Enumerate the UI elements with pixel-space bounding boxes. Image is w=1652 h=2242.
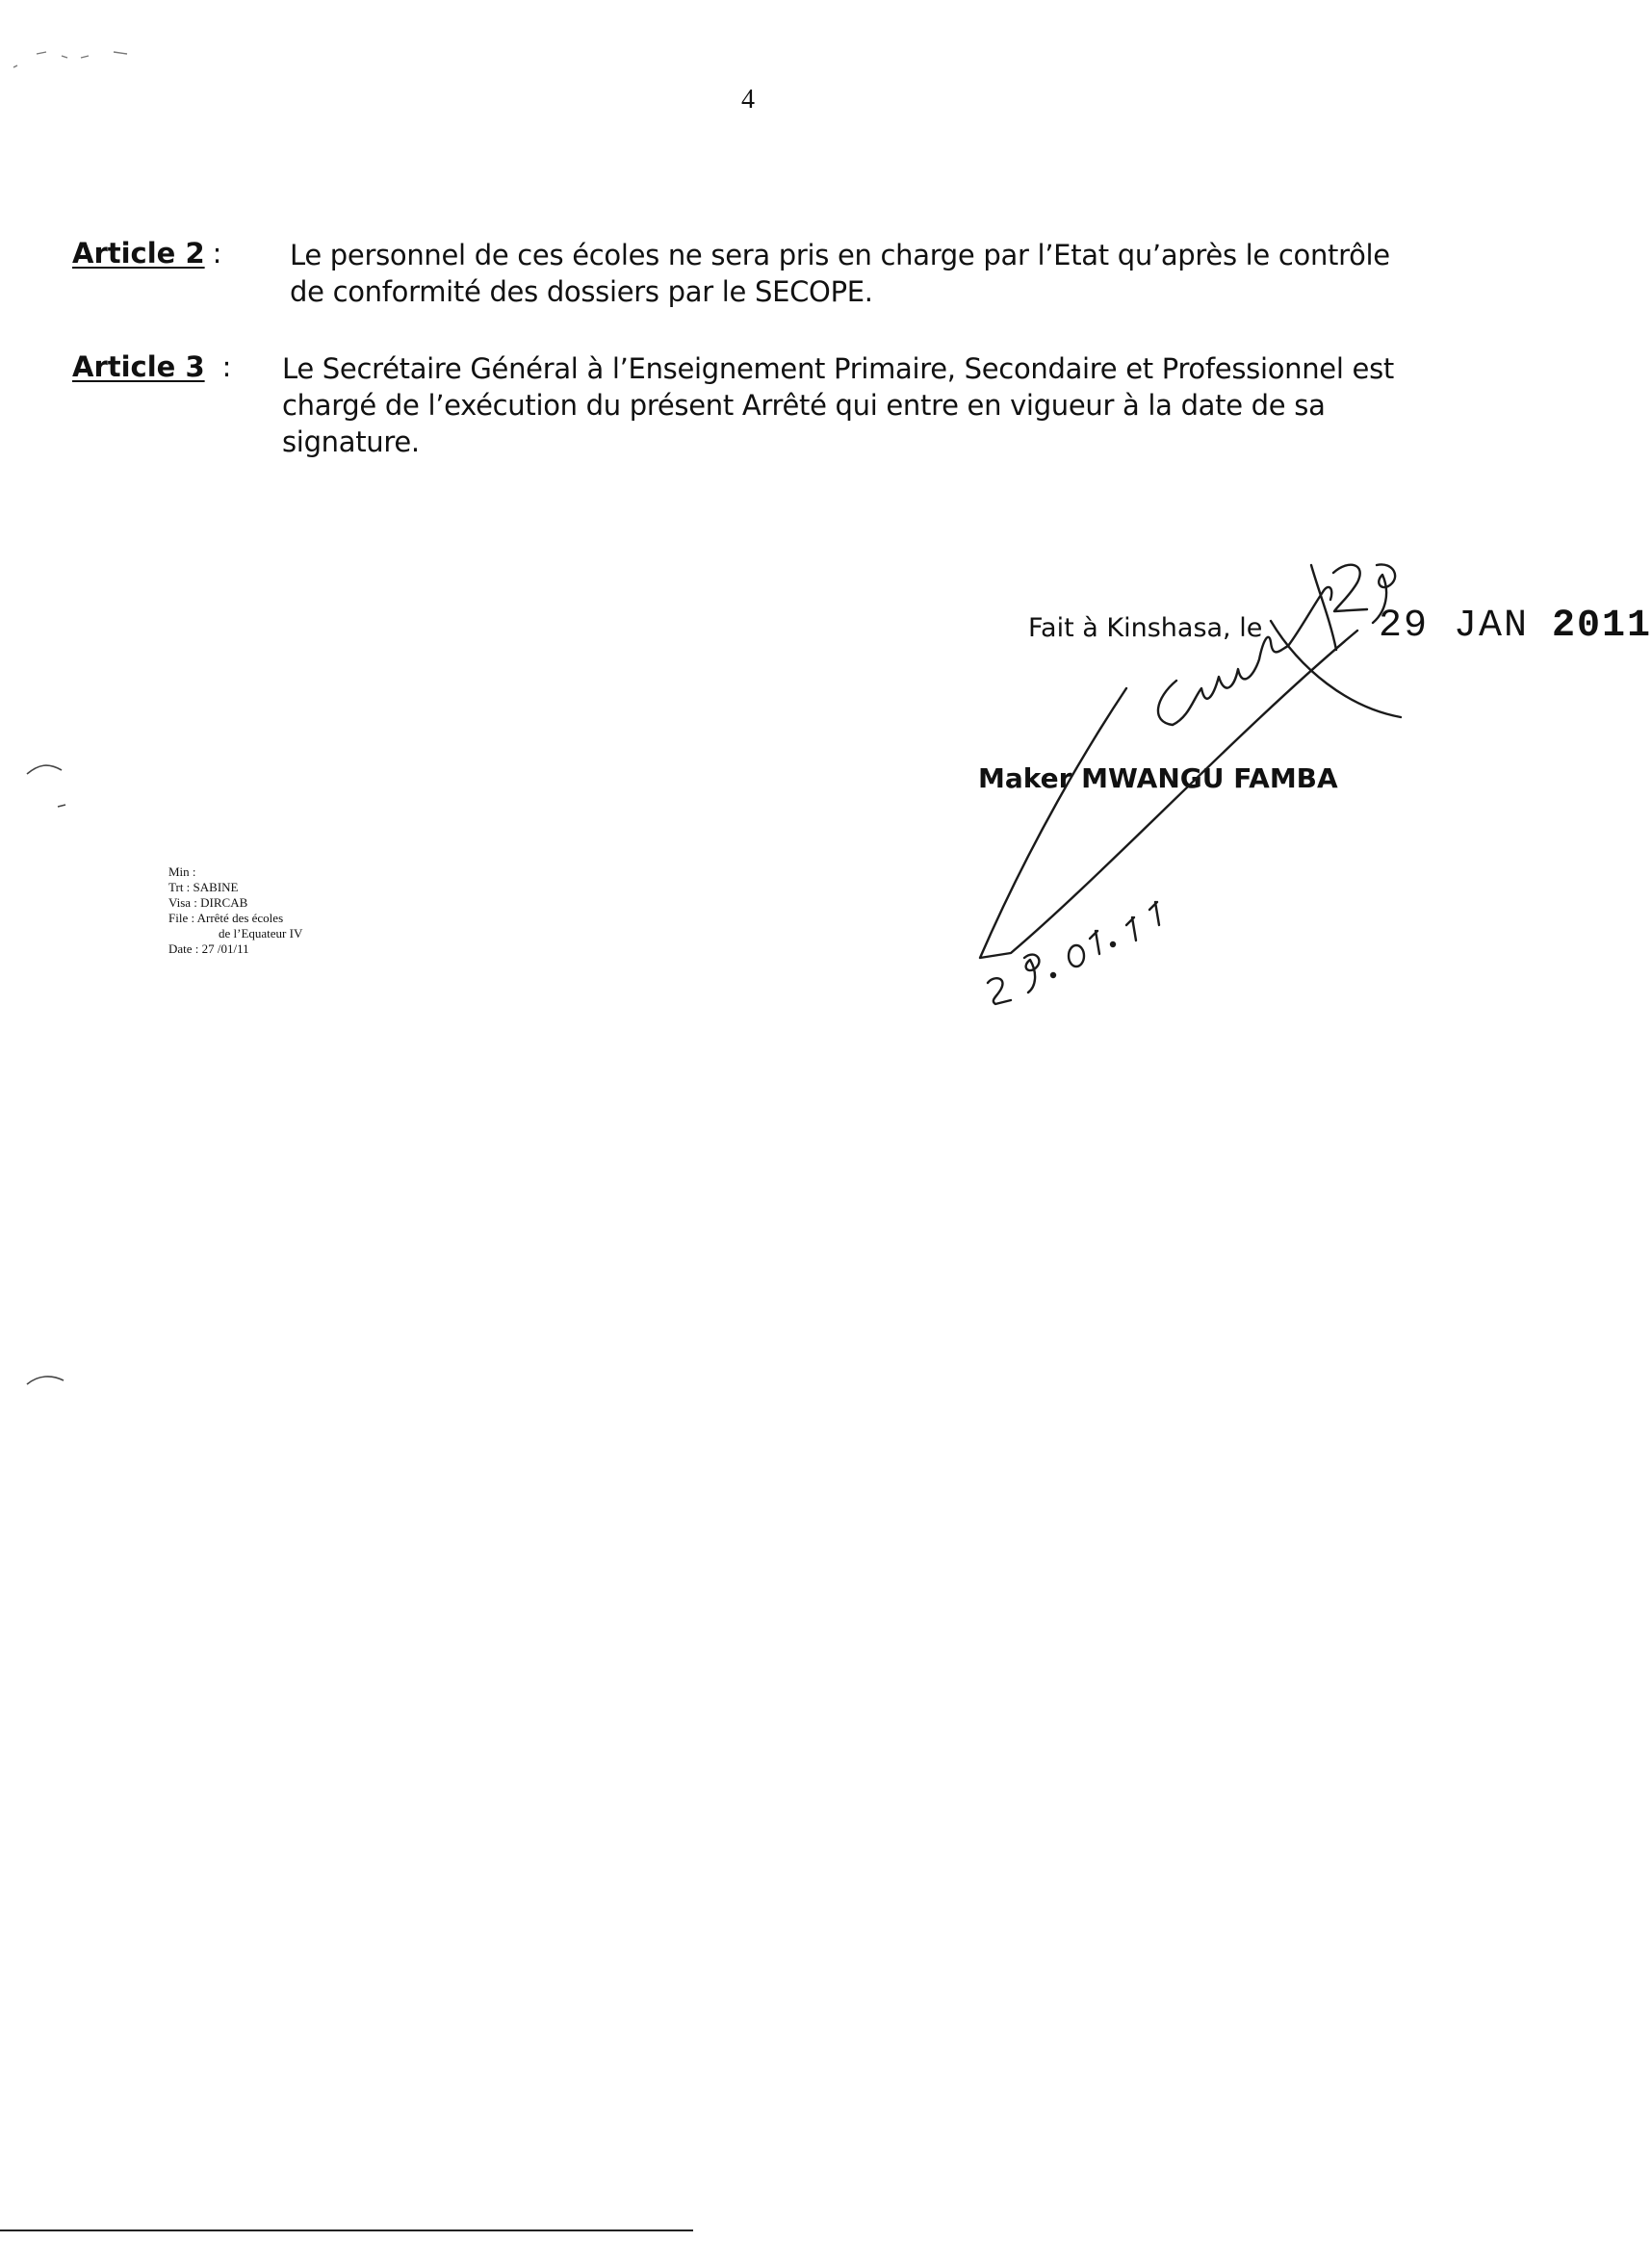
article-2-text [290, 237, 1390, 310]
routing-visa: Visa : DIRCAB [168, 895, 248, 910]
article-2-label-text: Article 2 [72, 237, 205, 270]
article-2-separator: : [212, 237, 222, 270]
routing-date: Date : 27 /01/11 [168, 941, 249, 956]
article-3-line: chargé de l’exécution du présent Arrêté qui entre en vigueur à la date de sa [282, 389, 1326, 422]
signatory-name: Maker MWANGU FAMBA [978, 762, 1338, 794]
article-2-line: Le personnel de ces écoles ne sera pris en charge par l’Etat qu’après le contrôle [290, 239, 1390, 271]
handwritten-signature [953, 554, 1415, 1006]
article-3-label [72, 350, 231, 383]
place-date-line: Fait à Kinshasa, le [1028, 613, 1263, 643]
routing-min: Min : [168, 864, 196, 879]
bottom-edge-rule [0, 2229, 693, 2231]
article-3-separator: : [221, 350, 232, 383]
article-3-text [282, 350, 1394, 460]
article-3-line: Le Secrétaire Général à l’Enseignement Primaire, Secondaire et Professionnel est [282, 352, 1394, 385]
routing-slip [168, 864, 302, 957]
article-3-label-text: Article 3 [72, 350, 205, 383]
article-3-line: signature. [282, 425, 420, 458]
date-stamp-day-month: 29 JAN [1379, 605, 1530, 648]
page-number: 4 [741, 85, 755, 115]
routing-file: File : Arrêté des écoles [168, 911, 284, 925]
routing-trt: Trt : SABINE [168, 880, 239, 894]
article-2-label [72, 237, 221, 270]
date-stamp [1379, 605, 1652, 648]
routing-file-continuation: de l’Equateur IV [219, 926, 303, 941]
article-2-line: de conformité des dossiers par le SECOPE. [290, 275, 873, 308]
date-stamp-year: 2011 [1552, 605, 1652, 648]
